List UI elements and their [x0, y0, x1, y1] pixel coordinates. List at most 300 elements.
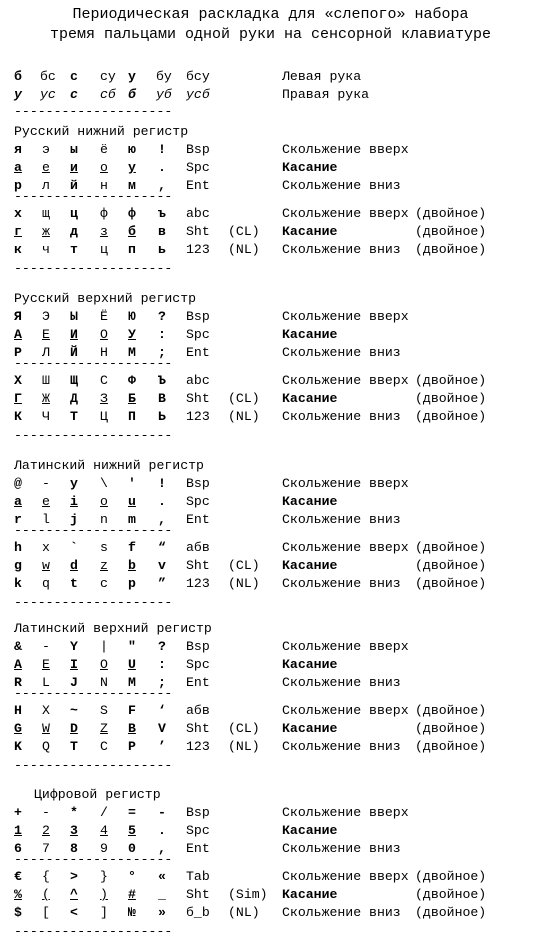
- key-char: З: [100, 391, 108, 406]
- register-header: Русский верхний регистр: [14, 291, 197, 306]
- separator: --------------------: [14, 924, 173, 939]
- separator: --------------------: [14, 852, 173, 867]
- gesture-qualifier: (двойное): [415, 703, 487, 718]
- layout-row: [0, 408, 541, 426]
- gesture-description: Скольжение вниз: [282, 905, 401, 920]
- function-key: Bsp: [186, 309, 210, 324]
- layout-row: [0, 308, 541, 326]
- modifier-note: (CL): [228, 391, 260, 406]
- key-char: x: [42, 540, 50, 555]
- key-char: b: [128, 558, 136, 573]
- key-char: ?: [158, 639, 166, 654]
- gesture-description: Скольжение вверх: [282, 476, 409, 491]
- right-hand-label: Правая рука: [282, 87, 370, 102]
- separator: --------------------: [14, 758, 173, 773]
- key-char: [: [42, 905, 50, 920]
- key-char: к: [14, 242, 22, 257]
- key-char: Щ: [70, 373, 78, 388]
- function-key: Sht: [186, 224, 210, 239]
- key-char: d: [70, 558, 78, 573]
- gesture-description: Касание: [282, 823, 338, 838]
- document-title-line-1: Периодическая раскладка для «слепого» набора: [72, 6, 469, 23]
- key-char: Л: [42, 345, 50, 360]
- key-char: j: [70, 512, 78, 527]
- layout-row: [0, 702, 541, 720]
- key-char: Ч: [42, 409, 50, 424]
- hand-cell: у: [128, 69, 136, 84]
- key-char: А: [14, 327, 22, 342]
- key-char: L: [42, 675, 50, 690]
- layout-row: [0, 159, 541, 177]
- key-char: Ш: [42, 373, 50, 388]
- gesture-qualifier: (двойное): [415, 206, 487, 221]
- key-char: =: [128, 805, 136, 820]
- key-char: V: [158, 721, 166, 736]
- gesture-description: Скольжение вниз: [282, 739, 401, 754]
- key-char: Д: [70, 391, 78, 406]
- key-char: “: [158, 540, 166, 555]
- gesture-description: Касание: [282, 721, 338, 736]
- key-char: Z: [100, 721, 108, 736]
- key-char: у: [128, 160, 136, 175]
- key-char: м: [128, 178, 136, 193]
- gesture-qualifier: (двойное): [415, 224, 487, 239]
- key-char: ;: [158, 675, 166, 690]
- key-char: о: [100, 160, 108, 175]
- key-char: ': [128, 476, 136, 491]
- key-char: g: [14, 558, 22, 573]
- key-char: M: [128, 675, 136, 690]
- key-char: h: [14, 540, 22, 555]
- gesture-qualifier: (двойное): [415, 558, 487, 573]
- key-char: 2: [42, 823, 50, 838]
- hand-cell: б: [128, 87, 136, 102]
- key-char: !: [158, 142, 166, 157]
- gesture-description: Скольжение вниз: [282, 576, 401, 591]
- key-char: х: [14, 206, 22, 221]
- layout-row: [0, 822, 541, 840]
- key-char: C: [100, 739, 108, 754]
- key-char: D: [70, 721, 78, 736]
- function-key: Ent: [186, 178, 210, 193]
- key-char: |: [100, 639, 108, 654]
- key-char: ы: [70, 142, 78, 157]
- modifier-note: (CL): [228, 224, 260, 239]
- key-char: p: [128, 576, 136, 591]
- separator: --------------------: [14, 595, 173, 610]
- key-char: й: [70, 178, 78, 193]
- function-key: 123: [186, 576, 210, 591]
- gesture-description: Скольжение вниз: [282, 409, 401, 424]
- left-hand-row: [0, 68, 541, 86]
- hand-cell: б: [14, 69, 22, 84]
- key-char: }: [100, 869, 108, 884]
- key-char: -: [42, 805, 50, 820]
- key-char: U: [128, 657, 136, 672]
- gesture-qualifier: (двойное): [415, 373, 487, 388]
- key-char: a: [14, 494, 22, 509]
- key-char: л: [42, 178, 50, 193]
- key-char: .: [158, 823, 166, 838]
- gesture-description: Скольжение вверх: [282, 540, 409, 555]
- modifier-note: (NL): [228, 576, 260, 591]
- gesture-description: Скольжение вверх: [282, 703, 409, 718]
- key-char: Н: [100, 345, 108, 360]
- key-char: ^: [70, 887, 78, 902]
- key-char: 0: [128, 841, 136, 856]
- key-char: €: [14, 869, 22, 884]
- hand-cell: бсу: [186, 69, 210, 84]
- separator: --------------------: [14, 428, 173, 443]
- function-key: abc: [186, 206, 210, 221]
- gesture-description: Касание: [282, 160, 338, 175]
- function-key: Spc: [186, 327, 210, 342]
- key-char: В: [158, 391, 166, 406]
- key-char: e: [42, 494, 50, 509]
- key-char: 5: [128, 823, 136, 838]
- function-key: б_b: [186, 905, 210, 920]
- key-char: S: [100, 703, 108, 718]
- key-char: ,: [158, 841, 166, 856]
- key-char: Г: [14, 391, 22, 406]
- key-char: °: [128, 869, 136, 884]
- gesture-description: Скольжение вверх: [282, 206, 409, 221]
- key-char: +: [14, 805, 22, 820]
- gesture-qualifier: (двойное): [415, 721, 487, 736]
- key-char: :: [158, 327, 166, 342]
- key-char: ‘: [158, 703, 166, 718]
- key-char: в: [158, 224, 166, 239]
- document-title-line-2: тремя пальцами одной руки на сенсорной клавиатуре: [49, 26, 492, 43]
- key-char: i: [70, 494, 78, 509]
- gesture-description: Скольжение вниз: [282, 178, 401, 193]
- key-char: _: [158, 887, 166, 902]
- key-char: N: [100, 675, 108, 690]
- key-char: I: [70, 657, 78, 672]
- key-char: v: [158, 558, 166, 573]
- gesture-qualifier: (двойное): [415, 905, 487, 920]
- key-char: r: [14, 512, 22, 527]
- function-key: Spc: [186, 160, 210, 175]
- separator: --------------------: [14, 189, 173, 204]
- function-key: Spc: [186, 823, 210, 838]
- layout-row: [0, 868, 541, 886]
- key-char: Э: [42, 309, 50, 324]
- layout-row: [0, 493, 541, 511]
- key-char: Ю: [128, 309, 136, 324]
- separator: --------------------: [14, 686, 173, 701]
- gesture-description: Скольжение вверх: [282, 142, 409, 157]
- key-char: .: [158, 160, 166, 175]
- key-char: р: [14, 178, 22, 193]
- key-char: k: [14, 576, 22, 591]
- layout-row: [0, 904, 541, 922]
- hand-cell: усб: [186, 87, 210, 102]
- modifier-note: (Sim): [228, 887, 268, 902]
- modifier-note: (CL): [228, 721, 260, 736]
- key-char: 6: [14, 841, 22, 856]
- key-char: X: [42, 703, 50, 718]
- separator: --------------------: [14, 261, 173, 276]
- modifier-note: (NL): [228, 739, 260, 754]
- key-char: Ф: [128, 373, 136, 388]
- key-char: O: [100, 657, 108, 672]
- key-char: -: [42, 476, 50, 491]
- gesture-description: Скольжение вверх: [282, 805, 409, 820]
- key-char: Ё: [100, 309, 108, 324]
- key-char: A: [14, 657, 22, 672]
- gesture-description: Касание: [282, 494, 338, 509]
- separator: --------------------: [14, 523, 173, 538]
- register-header: Латинский нижний регистр: [14, 458, 204, 473]
- function-key: Ent: [186, 675, 210, 690]
- function-key: Bsp: [186, 142, 210, 157]
- key-char: ц: [70, 206, 78, 221]
- gesture-description: Касание: [282, 887, 338, 902]
- key-char: @: [14, 476, 22, 491]
- function-key: 123: [186, 739, 210, 754]
- modifier-note: (NL): [228, 905, 260, 920]
- key-char: т: [70, 242, 78, 257]
- key-char: #: [128, 887, 136, 902]
- gesture-description: Скольжение вверх: [282, 639, 409, 654]
- function-key: Tab: [186, 869, 210, 884]
- gesture-description: Скольжение вверх: [282, 373, 409, 388]
- key-char: K: [14, 739, 22, 754]
- function-key: Sht: [186, 887, 210, 902]
- key-char: Й: [70, 345, 78, 360]
- key-char: »: [158, 905, 166, 920]
- key-char: и: [70, 160, 78, 175]
- key-char: n: [100, 512, 108, 527]
- key-char: а: [14, 160, 22, 175]
- key-char: ": [128, 639, 136, 654]
- key-char: ь: [158, 242, 166, 257]
- key-char: ф: [128, 206, 136, 221]
- key-char: К: [14, 409, 22, 424]
- layout-row: [0, 223, 541, 241]
- key-char: ’: [158, 739, 166, 754]
- layout-row: [0, 141, 541, 159]
- key-char: $: [14, 905, 22, 920]
- key-char: %: [14, 887, 22, 902]
- modifier-note: (NL): [228, 242, 260, 257]
- key-char: z: [100, 558, 108, 573]
- key-char: E: [42, 657, 50, 672]
- key-char: ?: [158, 309, 166, 324]
- function-key: Bsp: [186, 805, 210, 820]
- function-key: Bsp: [186, 639, 210, 654]
- key-char: l: [42, 512, 50, 527]
- gesture-description: Скольжение вниз: [282, 841, 401, 856]
- gesture-qualifier: (двойное): [415, 739, 487, 754]
- key-char: /: [100, 805, 108, 820]
- key-char: У: [128, 327, 136, 342]
- register-header: Цифровой регистр: [34, 787, 161, 802]
- key-char: &: [14, 639, 22, 654]
- key-char: е: [42, 160, 50, 175]
- key-char: д: [70, 224, 78, 239]
- hand-cell: у: [14, 87, 22, 102]
- key-char: Х: [14, 373, 22, 388]
- key-char: H: [14, 703, 22, 718]
- key-char: c: [100, 576, 108, 591]
- function-key: абв: [186, 703, 210, 718]
- gesture-description: Скольжение вниз: [282, 512, 401, 527]
- function-key: Sht: [186, 558, 210, 573]
- gesture-description: Касание: [282, 657, 338, 672]
- key-char: ,: [158, 512, 166, 527]
- key-char: q: [42, 576, 50, 591]
- key-char: P: [128, 739, 136, 754]
- key-char: 1: [14, 823, 22, 838]
- hand-cell: с: [70, 69, 78, 84]
- left-hand-label: Левая рука: [282, 69, 362, 84]
- gesture-description: Скольжение вверх: [282, 309, 409, 324]
- layout-row: [0, 475, 541, 493]
- key-char: ;: [158, 345, 166, 360]
- key-char: ~: [70, 703, 78, 718]
- key-char: Ы: [70, 309, 78, 324]
- function-key: abc: [186, 373, 210, 388]
- gesture-qualifier: (двойное): [415, 887, 487, 902]
- key-char: f: [128, 540, 136, 555]
- key-char: ж: [42, 224, 50, 239]
- function-key: Ent: [186, 345, 210, 360]
- layout-row: [0, 539, 541, 557]
- key-char: w: [42, 558, 50, 573]
- register-header: Русский нижний регистр: [14, 124, 189, 139]
- layout-row: [0, 241, 541, 259]
- key-char: s: [100, 540, 108, 555]
- key-char: t: [70, 576, 78, 591]
- layout-row: [0, 720, 541, 738]
- function-key: Bsp: [186, 476, 210, 491]
- key-char: Ъ: [158, 373, 166, 388]
- key-char: п: [128, 242, 136, 257]
- gesture-description: Скольжение вниз: [282, 242, 401, 257]
- hand-cell: с: [70, 87, 78, 102]
- hand-cell: су: [100, 69, 116, 84]
- key-char: -: [42, 639, 50, 654]
- key-char: ъ: [158, 206, 166, 221]
- function-key: Spc: [186, 657, 210, 672]
- hand-cell: бс: [40, 69, 56, 84]
- key-char: ц: [100, 242, 108, 257]
- key-char: я: [14, 142, 22, 157]
- layout-row: [0, 557, 541, 575]
- hand-cell: бу: [156, 69, 172, 84]
- key-char: !: [158, 476, 166, 491]
- key-char: С: [100, 373, 108, 388]
- gesture-description: Касание: [282, 327, 338, 342]
- gesture-qualifier: (двойное): [415, 242, 487, 257]
- key-char: o: [100, 494, 108, 509]
- key-char: ): [100, 887, 108, 902]
- key-char: «: [158, 869, 166, 884]
- layout-row: [0, 326, 541, 344]
- key-char: э: [42, 142, 50, 157]
- key-char: :: [158, 657, 166, 672]
- separator: --------------------: [14, 104, 173, 119]
- gesture-description: Касание: [282, 224, 338, 239]
- layout-row: [0, 886, 541, 904]
- layout-row: [0, 656, 541, 674]
- key-char: Б: [128, 391, 136, 406]
- key-char: О: [100, 327, 108, 342]
- key-char: y: [70, 476, 78, 491]
- key-char: m: [128, 512, 136, 527]
- hand-cell: сб: [100, 87, 116, 102]
- gesture-qualifier: (двойное): [415, 391, 487, 406]
- gesture-qualifier: (двойное): [415, 869, 487, 884]
- function-key: Spc: [186, 494, 210, 509]
- key-char: Ц: [100, 409, 108, 424]
- function-key: 123: [186, 242, 210, 257]
- gesture-qualifier: (двойное): [415, 540, 487, 555]
- layout-row: [0, 390, 541, 408]
- key-char: №: [128, 905, 136, 920]
- key-char: 7: [42, 841, 50, 856]
- key-char: 3: [70, 823, 78, 838]
- key-char: J: [70, 675, 78, 690]
- function-key: абв: [186, 540, 210, 555]
- key-char: Ь: [158, 409, 166, 424]
- key-char: ф: [100, 206, 108, 221]
- gesture-description: Скольжение вниз: [282, 345, 401, 360]
- key-char: (: [42, 887, 50, 902]
- separator: --------------------: [14, 356, 173, 371]
- modifier-note: (NL): [228, 409, 260, 424]
- function-key: Ent: [186, 841, 210, 856]
- key-char: -: [158, 805, 166, 820]
- key-char: `: [70, 540, 78, 555]
- key-char: н: [100, 178, 108, 193]
- layout-row: [0, 575, 541, 593]
- key-char: ”: [158, 576, 166, 591]
- key-char: Q: [42, 739, 50, 754]
- key-char: \: [100, 476, 108, 491]
- function-key: Sht: [186, 391, 210, 406]
- register-header: Латинский верхний регистр: [14, 621, 212, 636]
- key-char: .: [158, 494, 166, 509]
- gesture-description: Скольжение вверх: [282, 869, 409, 884]
- key-char: 9: [100, 841, 108, 856]
- right-hand-row: [0, 86, 541, 104]
- key-char: з: [100, 224, 108, 239]
- gesture-qualifier: (двойное): [415, 576, 487, 591]
- gesture-description: Скольжение вниз: [282, 675, 401, 690]
- key-char: б: [128, 224, 136, 239]
- hand-cell: уб: [156, 87, 172, 102]
- key-char: Y: [70, 639, 78, 654]
- key-char: П: [128, 409, 136, 424]
- function-key: 123: [186, 409, 210, 424]
- layout-row: [0, 804, 541, 822]
- modifier-note: (CL): [228, 558, 260, 573]
- key-char: 4: [100, 823, 108, 838]
- key-char: щ: [42, 206, 50, 221]
- key-char: F: [128, 703, 136, 718]
- key-char: ё: [100, 142, 108, 157]
- key-char: u: [128, 494, 136, 509]
- key-char: R: [14, 675, 22, 690]
- function-key: Sht: [186, 721, 210, 736]
- key-char: ч: [42, 242, 50, 257]
- key-char: Ж: [42, 391, 50, 406]
- key-char: W: [42, 721, 50, 736]
- hand-cell: ус: [40, 87, 56, 102]
